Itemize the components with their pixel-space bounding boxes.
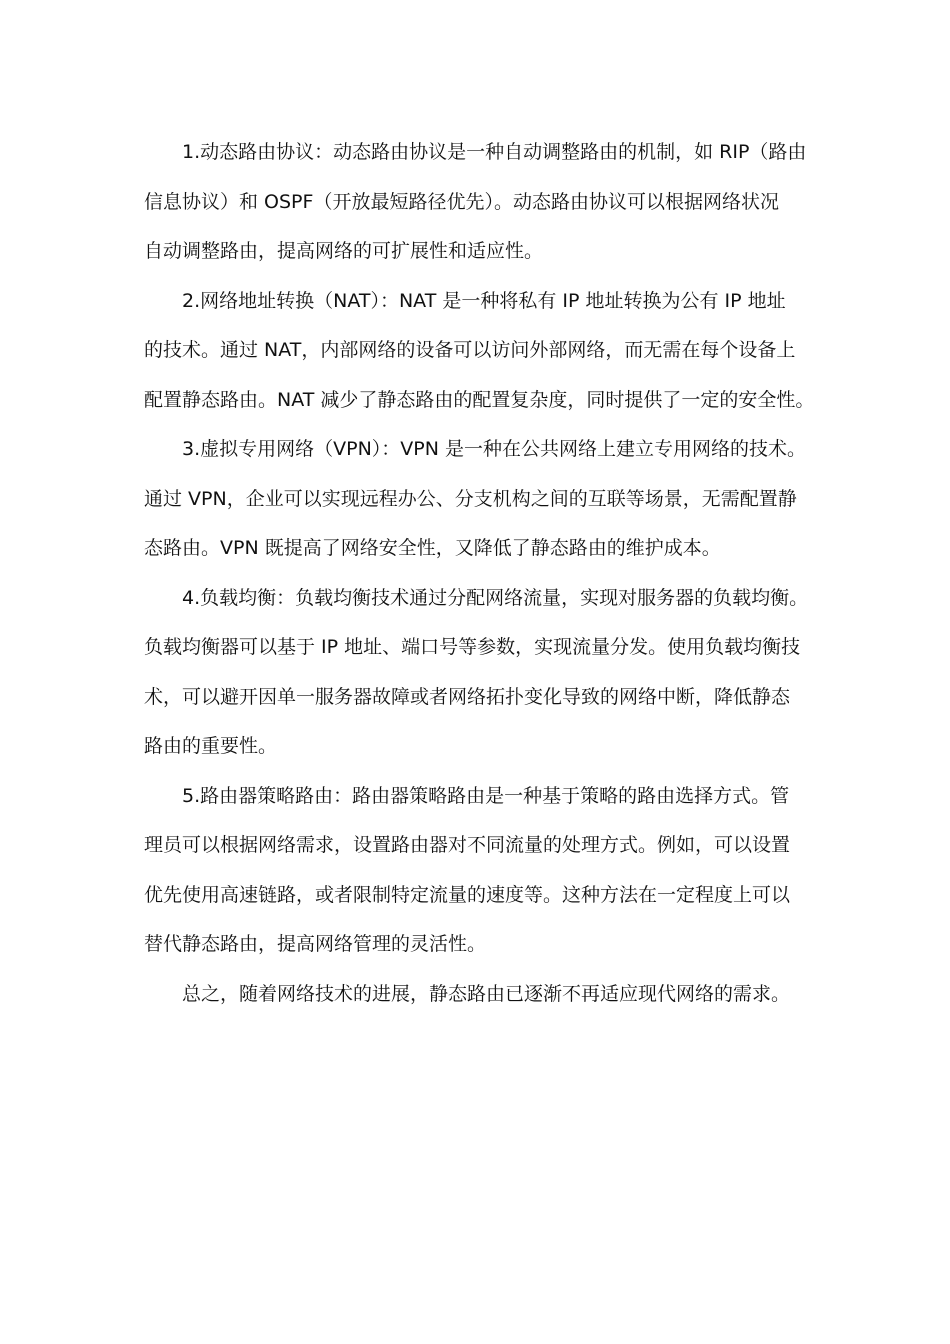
- text-line: 配置静态路由。NAT 减少了静态路由的配置复杂度，同时提供了一定的安全性。: [144, 388, 815, 411]
- paragraph-nat: [144, 277, 814, 426]
- text-line: 自动调整路由，提高网络的可扩展性和适应性。: [144, 240, 544, 262]
- text-line: 术，可以避开因单一服务器故障或者网络拓扑变化导致的网络中断，降低静态: [144, 685, 791, 708]
- text-line: 总之，随着网络技术的进展，静态路由已逐渐不再适应现代网络的需求。: [182, 982, 791, 1005]
- text-line: 5.路由器策略路由：路由器策略路由是一种基于策略的路由选择方式。管: [182, 784, 790, 807]
- text-line: 1.动态路由协议：动态路由协议是一种自动调整路由的机制，如 RIP（路由: [182, 141, 807, 163]
- document-body: [144, 128, 814, 1019]
- paragraph-dynamic-routing: [144, 128, 814, 277]
- text-line: 2.网络地址转换（NAT）：NAT 是一种将私有 IP 地址转换为公有 IP 地址: [182, 289, 786, 312]
- paragraph-policy-routing: [144, 772, 814, 970]
- text-line: 优先使用高速链路，或者限制特定流量的速度等。这种方法在一定程度上可以: [144, 883, 791, 906]
- text-line: 态路由。VPN 既提高了网络安全性，又降低了静态路由的维护成本。: [144, 537, 721, 559]
- text-line: 替代静态路由，提高网络管理的灵活性。: [144, 933, 487, 955]
- text-line: 的技术。通过 NAT，内部网络的设备可以访问外部网络，而无需在每个设备上: [144, 339, 796, 361]
- text-line: 信息协议）和 OSPF（开放最短路径优先）。动态路由协议可以根据网络状况: [144, 190, 779, 213]
- paragraph-vpn: [144, 425, 814, 574]
- text-line: 理员可以根据网络需求，设置路由器对不同流量的处理方式。例如，可以设置: [144, 834, 791, 856]
- paragraph-load-balancing: [144, 574, 814, 772]
- text-line: 通过 VPN，企业可以实现远程办公、分支机构之间的互联等场景，无需配置静: [144, 487, 797, 510]
- paragraph-conclusion: [144, 970, 814, 1020]
- text-line: 负载均衡器可以基于 IP 地址、端口号等参数，实现流量分发。使用负载均衡技: [144, 636, 801, 658]
- text-line: 路由的重要性。: [144, 735, 278, 757]
- text-line: 4.负载均衡：负载均衡技术通过分配网络流量，实现对服务器的负载均衡。: [182, 586, 809, 609]
- text-line: 3.虚拟专用网络（VPN）：VPN 是一种在公共网络上建立专用网络的技术。: [182, 438, 807, 460]
